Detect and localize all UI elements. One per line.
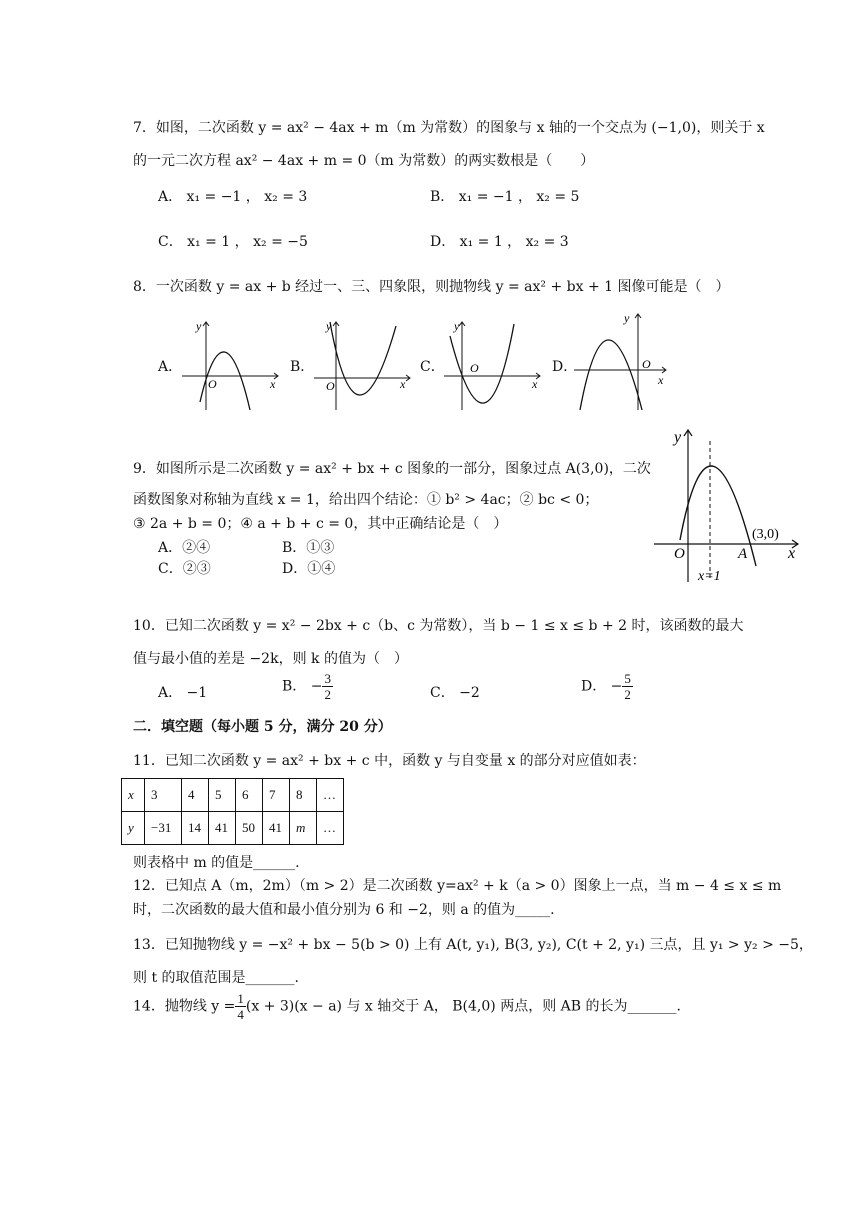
q8b-origin: O — [326, 379, 335, 393]
q9-stem-line1: 9．如图所示是二次函数 y = ax² + bx + c 图象的一部分，图象过点 A(3,0)，二次 — [133, 461, 651, 477]
q10-option-b-numerator: 3 — [324, 671, 331, 686]
q10-option-d-numerator: 5 — [624, 671, 631, 686]
q9-figure — [650, 424, 810, 584]
q9-origin: O — [674, 546, 685, 562]
q9-stem-line3: ③ 2a + b = 0；④ a + b + c = 0，其中正确结论是（ ） — [133, 516, 508, 532]
q8-label-a: A． — [158, 359, 183, 375]
table-cell: 8 — [290, 779, 317, 812]
q10-stem-line2: 值与最小值的差是 −2k，则 k 的值为（ ） — [133, 651, 408, 667]
q13-stem-line2: 则 t 的取值范围是_______. — [133, 970, 299, 986]
q9-point-coords: (3,0) — [752, 527, 779, 542]
q9-option-d: D．①④ — [282, 561, 336, 577]
table-cell: −31 — [145, 812, 182, 845]
q10-option-c: C． −2 — [430, 685, 480, 701]
section-2-title: 二．填空题（每小题 5 分，满分 20 分） — [133, 719, 392, 735]
q8d-origin: O — [642, 357, 651, 371]
q14-fraction-numerator: 1 — [237, 991, 244, 1006]
q8-label-b: B． — [290, 359, 315, 375]
q9-stem-line2: 函数图象对称轴为直线 x = 1，给出四个结论：① b² > 4ac；② bc < 0； — [133, 492, 599, 508]
q8c-x-label: x — [532, 377, 538, 391]
q8-label-c: C． — [420, 359, 445, 375]
q8-graph-d — [572, 310, 676, 414]
table-cell: 3 — [145, 779, 182, 812]
table-cell: 41 — [263, 812, 290, 845]
q8a-origin: O — [208, 377, 217, 391]
q7-option-a: A． x₁ = −1 ， x₂ = 3 — [158, 189, 308, 205]
q8-stem: 8．一次函数 y = ax + b 经过一、三、四象限，则抛物线 y = ax² + bx + 1 图像可能是（ ） — [133, 279, 730, 295]
q14-stem — [133, 992, 681, 1021]
table-cell: 6 — [236, 779, 263, 812]
q8b-y-label: y — [326, 319, 332, 333]
q10-option-d-fraction — [622, 672, 633, 701]
table-cell: 5 — [209, 779, 236, 812]
q7-stem-line2: 的一元二次方程 ax² − 4ax + m = 0（m 为常数）的两实数根是（ ） — [133, 153, 595, 169]
table-cell: … — [317, 812, 344, 845]
q7-option-b: B． x₁ = −1 ， x₂ = 5 — [430, 189, 580, 205]
q10-option-b-fraction — [322, 672, 333, 701]
q10-option-d-label: D． − — [581, 678, 623, 695]
q8c-y-label: y — [454, 319, 460, 333]
q9-axis-label: x=1 — [698, 569, 721, 584]
q8-graph-a — [180, 316, 284, 412]
table-cell: y — [122, 812, 145, 845]
q7-stem-line1: 7．如图，二次函数 y = ax² − 4ax + m（m 为常数）的图象与 x 轴的一个交点为 (−1,0)，则关于 x — [133, 120, 765, 136]
q14-suffix: (x + 3)(x − a) 与 x 轴交于 A， B(4,0) 两点，则 AB 的长为_______. — [245, 998, 681, 1015]
table-cell: 4 — [182, 779, 209, 812]
q9-option-b: B．①③ — [282, 540, 335, 556]
q12-stem-line2: 时，二次函数的最大值和最小值分别为 6 和 −2，则 a 的值为_____. — [133, 902, 555, 918]
table-row-x — [122, 779, 344, 812]
table-cell: 14 — [182, 812, 209, 845]
q8-graph-b — [312, 316, 416, 412]
q7-option-c: C． x₁ = 1 ， x₂ = −5 — [158, 234, 308, 250]
q8c-origin: O — [470, 361, 479, 375]
q8b-x-label: x — [400, 377, 406, 391]
table-row-y — [122, 812, 344, 845]
q10-option-d-denominator: 2 — [624, 687, 631, 702]
q9-y-label: y — [674, 429, 682, 446]
q9-x-label: x — [788, 545, 796, 562]
q9-option-a: A．②④ — [158, 540, 211, 556]
q14-fraction-denominator: 4 — [237, 1007, 244, 1022]
q14-prefix: 14．抛物线 y = — [133, 998, 236, 1015]
q10-option-a: A． −1 — [158, 685, 208, 701]
q8-graph-c — [442, 316, 546, 412]
q10-option-b — [282, 672, 333, 701]
table-cell: 7 — [263, 779, 290, 812]
q14-fraction — [235, 992, 246, 1021]
q9-option-c: C．②③ — [158, 561, 211, 577]
q10-option-d — [581, 672, 633, 701]
q11-value-table — [121, 778, 344, 845]
q8d-y-label: y — [624, 311, 630, 325]
q11-answer-line: 则表格中 m 的值是______. — [133, 855, 300, 871]
q7-option-d: D． x₁ = 1 ， x₂ = 3 — [430, 234, 569, 250]
q10-stem-line1: 10．已知二次函数 y = x² − 2bx + c（b、c 为常数），当 b − 1 ≤ x ≤ b + 2 时，该函数的最大 — [133, 618, 744, 634]
q12-stem-line1: 12．已知点 A（m，2m）（m > 2）是二次函数 y=ax² + k（a > 0）图象上一点，当 m − 4 ≤ x ≤ m — [133, 878, 782, 894]
table-cell: m — [290, 812, 317, 845]
table-cell: 41 — [209, 812, 236, 845]
table-cell: 50 — [236, 812, 263, 845]
q8d-x-label: x — [658, 373, 664, 387]
q8a-x-label: x — [270, 377, 276, 391]
q11-stem: 11．已知二次函数 y = ax² + bx + c 中，函数 y 与自变量 x 的部分对应值如表： — [133, 753, 646, 769]
q10-option-b-denominator: 2 — [324, 687, 331, 702]
table-cell: x — [122, 779, 145, 812]
q8-label-d: D． — [552, 359, 578, 375]
q9-point-a-label: A — [738, 546, 748, 562]
q10-option-b-label: B． − — [282, 678, 323, 695]
table-cell: … — [317, 779, 344, 812]
q8a-y-label: y — [196, 319, 202, 333]
q13-stem-line1: 13．已知抛物线 y = −x² + bx − 5(b > 0) 上有 A(t, y₁), B(3, y₂), C(t + 2, y₁) 三点，且 y₁ > y₂ > −5， — [133, 937, 813, 953]
